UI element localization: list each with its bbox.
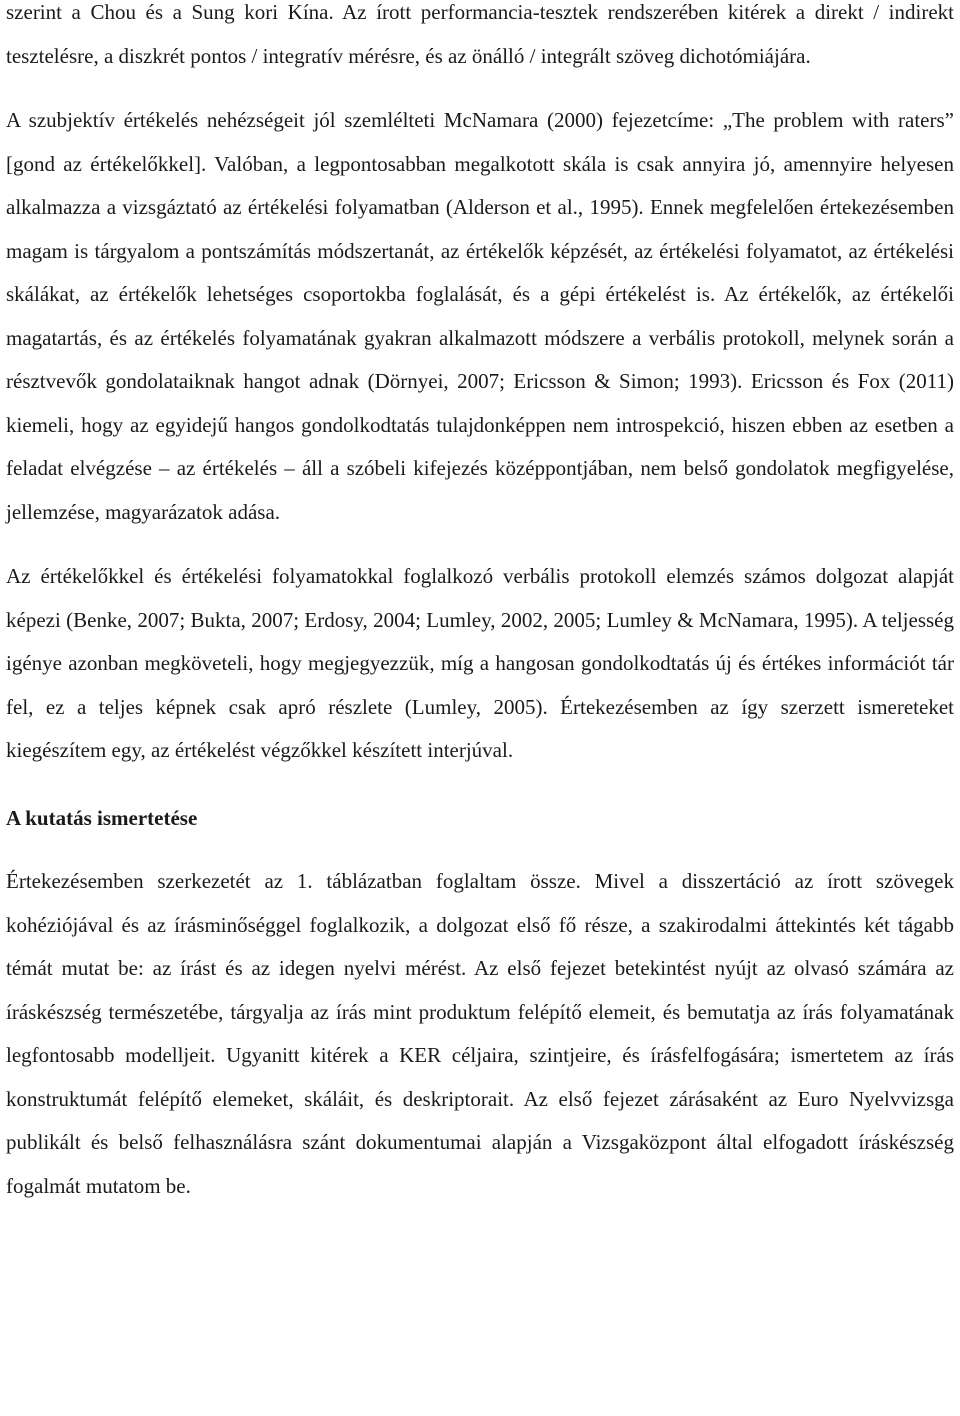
section-heading: A kutatás ismertetése (6, 805, 198, 830)
paragraph-structure: Értekezésemben szerkezetét az 1. táblázatban foglaltam össze. Mivel a disszertáció az írott szövegek kohéziójával és az írásminőséggel foglalkozik, a dolgozat első fő része, a szakirodalmi áttekintés két tágabb témát mutat be: az írást és az idegen nyelvi mérést. Az első fejezet betekintést nyújt az olvasó számára az íráskészség természetébe, tárgyalja az írás mint produktum felépítő elemeit, és bemutatja az írás folyamatának legfontosabb modelljeit. Ugyanitt kitérek a KER céljaira, szintjeire, és írásfelfogására; ismertetem az írás konstruktumát felépítő elemeket, skáláit, és deskriptorait. Az első fejezet zárásaként az Euro Nyelvvizsga publikált és belső felhasználásra szánt dokumentumai alapján a Vizsgaközpont által elfogadott íráskészség fogalmát mutatom be. (6, 869, 954, 1198)
paragraph-protocol: Az értékelőkkel és értékelési folyamatokkal foglalkozó verbális protokoll elemzés számos dolgozat alapját képezi (Benke, 2007; Bukta, 2007; Erdosy, 2004; Lumley, 2002, 2005; Lumley & McNamara, 1995). A teljesség igénye azonban megköveteli, hogy megjegyezzük, míg a hangosan gondolkodtatás új és értékes információt tár fel, ez a teljes képnek csak apró részlete (Lumley, 2005). Értekezésemben az így szerzett ismereteket kiegészítem egy, az értékelést végzőkkel készített interjúval. (6, 564, 954, 762)
paragraph-raters: A szubjektív értékelés nehézségeit jól szemlélteti McNamara (2000) fejezetcíme: „The problem with raters” [gond az értékelőkkel]. Valóban, a legpontosabban megalkotott skála is csak annyira jó, amennyire helyesen alkalmazza a vizsgáztató az értékelési folyamatban (Alderson et al., 1995). Ennek megfelelően értekezésemben magam is tárgyalom a pontszámítás módszertanát, az értékelők képzését, az értékelési folyamatot, az értékelési skálákat, az értékelők lehetséges csoportokba foglalását, és a gépi értékelést is. Az értékelők, az értékelői magatartás, és az értékelés folyamatának gyakran alkalmazott módszere a verbális protokoll, melynek során a résztvevők gondolataiknak hangot adnak (Dörnyei, 2007; Ericsson & Simon; 1993). Ericsson és Fox (2011) kiemeli, hogy az egyidejű hangos gondolkodtatás tulajdonképpen nem introspekció, hiszen ebben az esetben a feladat elvégzése – az értékelés – áll a szóbeli kifejezés középpontjában, nem belső gondolatok megfigyelése, jellemzése, magyarázatok adása. (6, 108, 954, 524)
paragraph-intro: szerint a Chou és a Sung kori Kína. Az írott performancia-tesztek rendszerében kitérek a direkt / indirekt tesztelésre, a diszkrét pontos / integratív mérésre, és az önálló / integrált szöveg dichotómiájára. (6, 0, 954, 68)
